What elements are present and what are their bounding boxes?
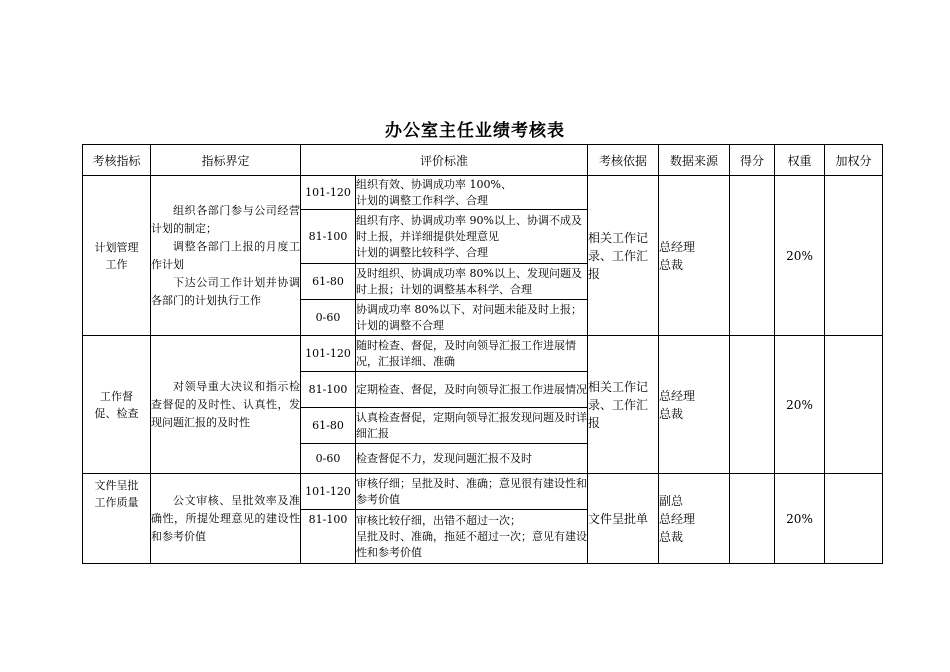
header-cell-weighted: 加权分 <box>825 145 883 176</box>
weight-cell: 20% <box>775 336 825 474</box>
weighted-cell <box>825 474 883 564</box>
definition-cell: 组织各部门参与公司经营计划的制定； 调整各部门上报的月度工作计划 下达公司工作计划并协调各部门的计划执行工作 <box>151 176 301 336</box>
score-cell <box>730 474 775 564</box>
header-cell-metric: 考核指标 <box>83 145 151 176</box>
criteria-text: 检查督促不力，发现问题汇报不及时 <box>356 444 588 474</box>
weight-cell: 20% <box>775 474 825 564</box>
score-range: 61-80 <box>301 264 356 300</box>
header-cell-criteria: 评价标准 <box>301 145 588 176</box>
score-range: 0-60 <box>301 300 356 336</box>
criteria-text: 审核比较仔细，出错不超过一次； 呈批及时、准确，拖延不超过一次；意见有建设性和参考价值 <box>356 510 588 564</box>
criteria-text: 组织有效、协调成功率 100%、 计划的调整工作科学、合理 <box>356 176 588 210</box>
definition-cell: 对领导重大决议和指示检查督促的及时性、认真性，发现问题汇报的及时性 <box>151 336 301 474</box>
score-range: 0-60 <box>301 444 356 474</box>
assessment-table <box>82 144 883 564</box>
score-range: 81-100 <box>301 510 356 564</box>
basis-cell: 相关工作记录、工作汇报 <box>588 176 659 336</box>
weight-cell: 20% <box>775 176 825 336</box>
metric-cell: 工作督 促、检查 <box>83 336 151 474</box>
basis-cell: 相关工作记录、工作汇报 <box>588 336 659 474</box>
header-cell-definition: 指标界定 <box>151 145 301 176</box>
weighted-cell <box>825 336 883 474</box>
table-row <box>83 474 883 510</box>
table-row <box>83 336 883 372</box>
criteria-text: 随时检查、督促，及时向领导汇报工作进展情况，汇报详细、准确 <box>356 336 588 372</box>
basis-cell: 文件呈批单 <box>588 474 659 564</box>
definition-cell: 公文审核、呈批效率及准确性，所提处理意见的建设性和参考价值 <box>151 474 301 564</box>
header-cell-source: 数据来源 <box>659 145 730 176</box>
metric-cell: 计划管理 工作 <box>83 176 151 336</box>
criteria-text: 审核仔细；呈批及时、准确；意见很有建设性和参考价值 <box>356 474 588 510</box>
criteria-text: 组织有序、协调成功率 90%以上、协调不成及时上报，并详细提供处理意见 计划的调整比较科学、合理 <box>356 210 588 264</box>
header-cell-score: 得分 <box>730 145 775 176</box>
score-cell <box>730 336 775 474</box>
score-range: 101-120 <box>301 474 356 510</box>
score-range: 81-100 <box>301 372 356 408</box>
weighted-cell <box>825 176 883 336</box>
source-cell: 总经理 总裁 <box>659 176 730 336</box>
criteria-text: 及时组织、协调成功率 80%以上、发现问题及时上报；计划的调整基本科学、合理 <box>356 264 588 300</box>
page-title: 办公室主任业绩考核表 <box>385 121 565 141</box>
criteria-text: 协调成功率 80%以下、对问题未能及时上报；计划的调整不合理 <box>356 300 588 336</box>
table-row <box>83 176 883 210</box>
metric-cell: 文件呈批 工作质量 <box>83 474 151 564</box>
score-range: 101-120 <box>301 176 356 210</box>
score-range: 101-120 <box>301 336 356 372</box>
score-range: 81-100 <box>301 210 356 264</box>
header-cell-basis: 考核依据 <box>588 145 659 176</box>
header-row <box>83 145 883 176</box>
header-cell-weight: 权重 <box>775 145 825 176</box>
criteria-text: 认真检查督促，定期向领导汇报发现问题及时详细汇报 <box>356 408 588 444</box>
source-cell: 总经理 总裁 <box>659 336 730 474</box>
criteria-text: 定期检查、督促，及时向领导汇报工作进展情况 <box>356 372 588 408</box>
score-cell <box>730 176 775 336</box>
source-cell: 副总 总经理 总裁 <box>659 474 730 564</box>
score-range: 61-80 <box>301 408 356 444</box>
